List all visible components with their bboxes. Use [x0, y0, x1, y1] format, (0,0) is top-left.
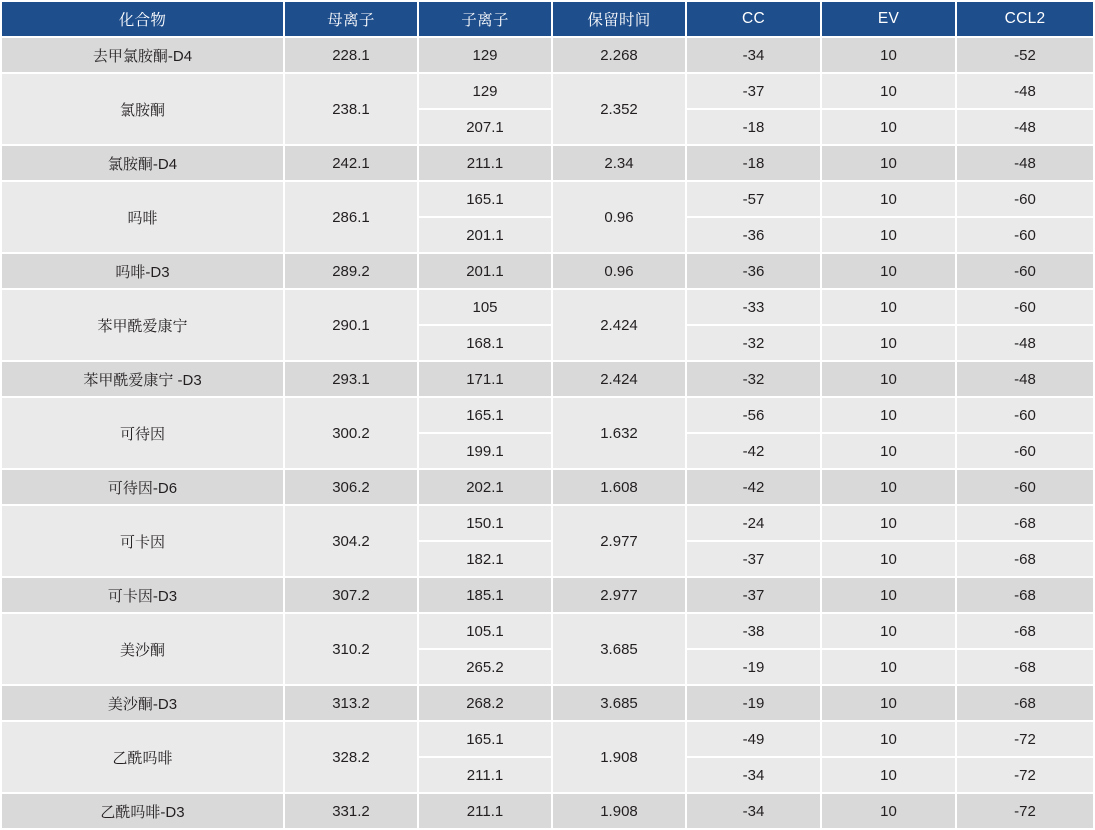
table-row: [2, 73, 1093, 109]
cell-product-ion: 211.1: [418, 793, 552, 829]
cell-parent-ion: 293.1: [284, 361, 418, 397]
cell-product-ion: 201.1: [418, 253, 552, 289]
cell-cc: -37: [686, 73, 821, 109]
cell-product-ion: 211.1: [418, 145, 552, 181]
cell-parent-ion: 304.2: [284, 505, 418, 577]
cell-ccl2: -60: [956, 433, 1093, 469]
column-header-parent-ion: 母离子: [284, 2, 418, 37]
cell-ccl2: -48: [956, 73, 1093, 109]
cell-ccl2: -48: [956, 325, 1093, 361]
cell-ccl2: -60: [956, 469, 1093, 505]
msms-transitions-table: [2, 2, 1093, 830]
cell-ccl2: -60: [956, 181, 1093, 217]
table-row: [2, 145, 1093, 181]
table-row: [2, 181, 1093, 217]
cell-cc: -32: [686, 361, 821, 397]
table-row: [2, 469, 1093, 505]
cell-ev: 10: [821, 73, 956, 109]
cell-retention-time: 2.268: [552, 37, 686, 73]
cell-cc: -18: [686, 145, 821, 181]
column-header-retention-time: 保留时间: [552, 2, 686, 37]
cell-compound-name: 去甲氯胺酮-D4: [2, 37, 284, 73]
cell-retention-time: 1.908: [552, 721, 686, 793]
cell-ev: 10: [821, 217, 956, 253]
cell-ev: 10: [821, 325, 956, 361]
cell-cc: -49: [686, 721, 821, 757]
cell-product-ion: 182.1: [418, 541, 552, 577]
cell-parent-ion: 242.1: [284, 145, 418, 181]
cell-product-ion: 105.1: [418, 613, 552, 649]
cell-cc: -38: [686, 613, 821, 649]
cell-ev: 10: [821, 721, 956, 757]
cell-cc: -37: [686, 541, 821, 577]
cell-product-ion: 202.1: [418, 469, 552, 505]
cell-retention-time: 1.908: [552, 793, 686, 829]
cell-retention-time: 1.632: [552, 397, 686, 469]
cell-ev: 10: [821, 469, 956, 505]
cell-ev: 10: [821, 541, 956, 577]
cell-retention-time: 2.34: [552, 145, 686, 181]
cell-ccl2: -60: [956, 253, 1093, 289]
cell-ev: 10: [821, 397, 956, 433]
cell-cc: -32: [686, 325, 821, 361]
cell-ev: 10: [821, 289, 956, 325]
cell-parent-ion: 307.2: [284, 577, 418, 613]
cell-compound-name: 氯胺酮: [2, 73, 284, 145]
cell-ev: 10: [821, 685, 956, 721]
cell-ccl2: -60: [956, 289, 1093, 325]
cell-compound-name: 美沙酮-D3: [2, 685, 284, 721]
table-row: [2, 361, 1093, 397]
cell-compound-name: 苯甲酰爱康宁 -D3: [2, 361, 284, 397]
cell-retention-time: 2.977: [552, 577, 686, 613]
table-row: [2, 505, 1093, 541]
table-row: [2, 253, 1093, 289]
cell-product-ion: 171.1: [418, 361, 552, 397]
cell-ev: 10: [821, 505, 956, 541]
cell-ccl2: -60: [956, 217, 1093, 253]
cell-cc: -42: [686, 469, 821, 505]
cell-ccl2: -60: [956, 397, 1093, 433]
cell-retention-time: 3.685: [552, 685, 686, 721]
cell-retention-time: 2.424: [552, 289, 686, 361]
table-row: [2, 685, 1093, 721]
cell-compound-name: 可卡因-D3: [2, 577, 284, 613]
cell-ccl2: -68: [956, 505, 1093, 541]
cell-ccl2: -68: [956, 577, 1093, 613]
cell-parent-ion: 228.1: [284, 37, 418, 73]
column-header-ev: EV: [821, 2, 956, 37]
cell-parent-ion: 310.2: [284, 613, 418, 685]
table-body: [2, 37, 1093, 829]
cell-ev: 10: [821, 649, 956, 685]
cell-compound-name: 乙酰吗啡: [2, 721, 284, 793]
cell-ev: 10: [821, 793, 956, 829]
cell-ev: 10: [821, 577, 956, 613]
cell-compound-name: 可卡因: [2, 505, 284, 577]
cell-cc: -19: [686, 685, 821, 721]
cell-product-ion: 207.1: [418, 109, 552, 145]
cell-ccl2: -72: [956, 757, 1093, 793]
cell-ccl2: -68: [956, 541, 1093, 577]
cell-parent-ion: 238.1: [284, 73, 418, 145]
cell-retention-time: 1.608: [552, 469, 686, 505]
cell-product-ion: 199.1: [418, 433, 552, 469]
cell-ev: 10: [821, 757, 956, 793]
cell-compound-name: 乙酰吗啡-D3: [2, 793, 284, 829]
cell-product-ion: 265.2: [418, 649, 552, 685]
cell-cc: -19: [686, 649, 821, 685]
cell-parent-ion: 300.2: [284, 397, 418, 469]
cell-compound-name: 吗啡-D3: [2, 253, 284, 289]
cell-cc: -57: [686, 181, 821, 217]
cell-parent-ion: 289.2: [284, 253, 418, 289]
cell-ev: 10: [821, 37, 956, 73]
cell-ccl2: -68: [956, 613, 1093, 649]
table-row: [2, 721, 1093, 757]
cell-ccl2: -72: [956, 793, 1093, 829]
cell-ev: 10: [821, 253, 956, 289]
cell-ev: 10: [821, 181, 956, 217]
table-row: [2, 793, 1093, 829]
cell-retention-time: 0.96: [552, 253, 686, 289]
cell-product-ion: 201.1: [418, 217, 552, 253]
cell-cc: -24: [686, 505, 821, 541]
cell-ccl2: -52: [956, 37, 1093, 73]
cell-compound-name: 苯甲酰爱康宁: [2, 289, 284, 361]
cell-parent-ion: 313.2: [284, 685, 418, 721]
cell-product-ion: 165.1: [418, 181, 552, 217]
table-row: [2, 613, 1093, 649]
cell-ccl2: -72: [956, 721, 1093, 757]
table-header: [2, 2, 1093, 37]
cell-product-ion: 165.1: [418, 397, 552, 433]
cell-cc: -34: [686, 757, 821, 793]
cell-ccl2: -48: [956, 361, 1093, 397]
cell-ccl2: -68: [956, 649, 1093, 685]
cell-compound-name: 美沙酮: [2, 613, 284, 685]
table-row: [2, 289, 1093, 325]
cell-cc: -42: [686, 433, 821, 469]
cell-parent-ion: 286.1: [284, 181, 418, 253]
cell-product-ion: 165.1: [418, 721, 552, 757]
cell-ev: 10: [821, 433, 956, 469]
cell-product-ion: 268.2: [418, 685, 552, 721]
cell-parent-ion: 290.1: [284, 289, 418, 361]
cell-compound-name: 氯胺酮-D4: [2, 145, 284, 181]
table-row: [2, 397, 1093, 433]
cell-cc: -34: [686, 37, 821, 73]
cell-parent-ion: 306.2: [284, 469, 418, 505]
cell-retention-time: 3.685: [552, 613, 686, 685]
cell-product-ion: 185.1: [418, 577, 552, 613]
cell-ev: 10: [821, 109, 956, 145]
cell-retention-time: 0.96: [552, 181, 686, 253]
table-row: [2, 37, 1093, 73]
cell-retention-time: 2.424: [552, 361, 686, 397]
cell-compound-name: 吗啡: [2, 181, 284, 253]
column-header-product-ion: 子离子: [418, 2, 552, 37]
cell-product-ion: 168.1: [418, 325, 552, 361]
cell-retention-time: 2.977: [552, 505, 686, 577]
cell-compound-name: 可待因: [2, 397, 284, 469]
cell-ccl2: -68: [956, 685, 1093, 721]
cell-compound-name: 可待因-D6: [2, 469, 284, 505]
cell-ccl2: -48: [956, 109, 1093, 145]
cell-cc: -18: [686, 109, 821, 145]
cell-product-ion: 129: [418, 37, 552, 73]
cell-parent-ion: 331.2: [284, 793, 418, 829]
cell-parent-ion: 328.2: [284, 721, 418, 793]
column-header-ccl2: CCL2: [956, 2, 1093, 37]
cell-product-ion: 150.1: [418, 505, 552, 541]
cell-product-ion: 105: [418, 289, 552, 325]
cell-cc: -33: [686, 289, 821, 325]
cell-cc: -37: [686, 577, 821, 613]
cell-cc: -36: [686, 253, 821, 289]
cell-retention-time: 2.352: [552, 73, 686, 145]
column-header-compound: 化合物: [2, 2, 284, 37]
cell-ev: 10: [821, 613, 956, 649]
cell-cc: -34: [686, 793, 821, 829]
cell-cc: -36: [686, 217, 821, 253]
cell-ccl2: -48: [956, 145, 1093, 181]
cell-product-ion: 211.1: [418, 757, 552, 793]
table-row: [2, 577, 1093, 613]
header-row: [2, 2, 1093, 37]
cell-ev: 10: [821, 361, 956, 397]
cell-cc: -56: [686, 397, 821, 433]
column-header-cc: CC: [686, 2, 821, 37]
cell-ev: 10: [821, 145, 956, 181]
cell-product-ion: 129: [418, 73, 552, 109]
